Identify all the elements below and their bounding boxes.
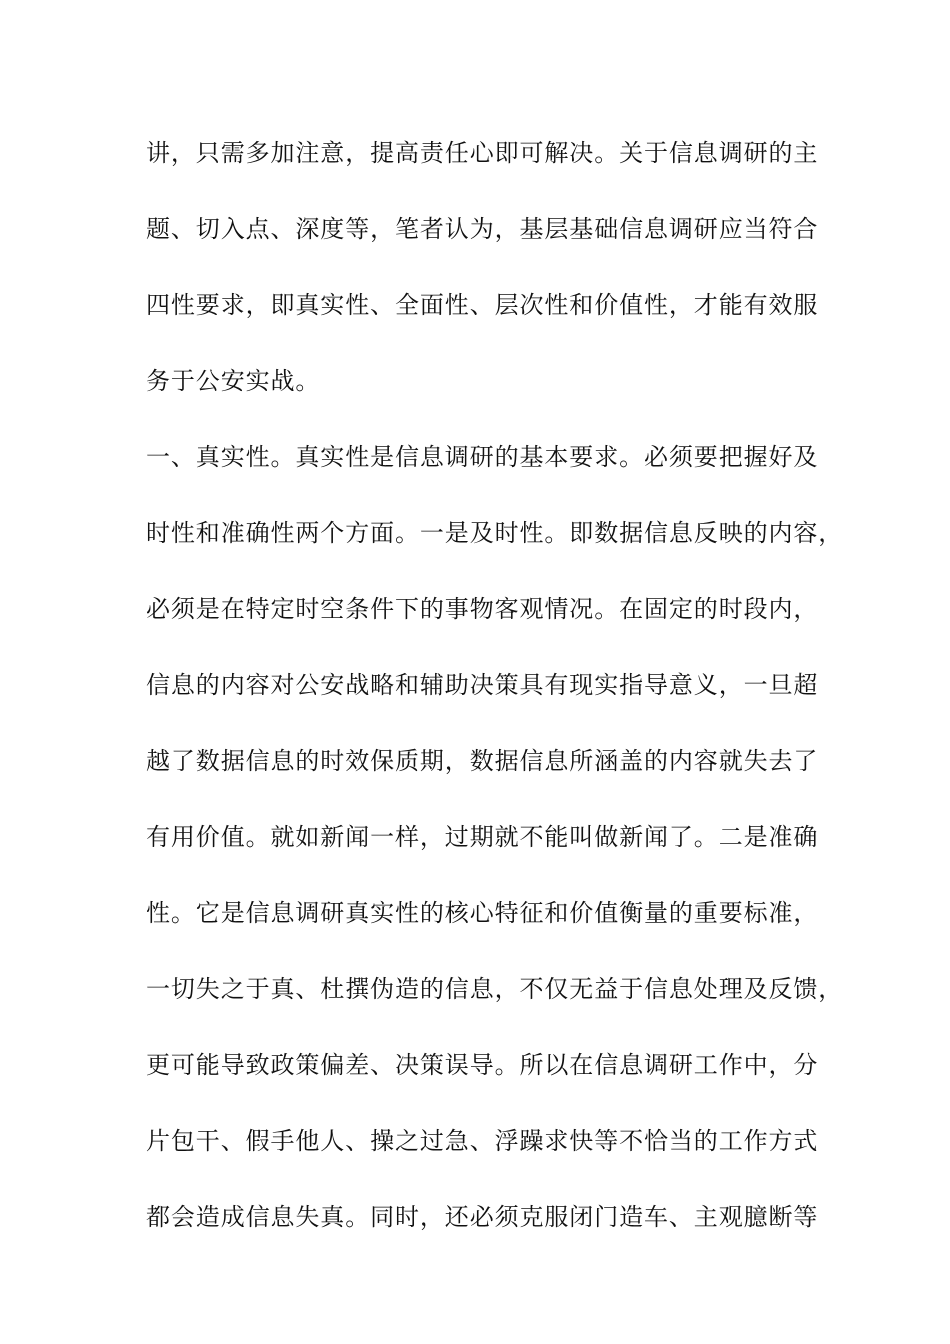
text-line: 一切失之于真、杜撰伪造的信息，不仅无益于信息处理及反馈， — [146, 975, 844, 1003]
text-line: 讲，只需多加注意，提高责任心即可解决。关于信息调研的主 — [146, 139, 819, 167]
text-line: 越了数据信息的时效保质期，数据信息所涵盖的内容就失去了 — [146, 747, 819, 775]
text-line: 一、真实性。真实性是信息调研的基本要求。必须要把握好及 — [146, 443, 819, 471]
text-line: 时性和准确性两个方面。一是及时性。即数据信息反映的内容， — [146, 519, 844, 547]
text-line: 信息的内容对公安战略和辅助决策具有现实指导意义，一旦超 — [146, 671, 819, 699]
text-line: 都会造成信息失真。同时，还必须克服闭门造车、主观臆断等 — [146, 1203, 819, 1231]
text-line: 务于公安实战。 — [146, 367, 321, 395]
text-line: 四性要求，即真实性、全面性、层次性和价值性，才能有效服 — [146, 291, 819, 319]
text-line: 题、切入点、深度等，笔者认为，基层基础信息调研应当符合 — [146, 215, 819, 243]
text-line: 必须是在特定时空条件下的事物客观情况。在固定的时段内， — [146, 595, 819, 623]
text-line: 有用价值。就如新闻一样，过期就不能叫做新闻了。二是准确 — [146, 823, 819, 851]
text-line: 更可能导致政策偏差、决策误导。所以在信息调研工作中，分 — [146, 1051, 819, 1079]
body-text — [146, 130, 844, 1270]
text-line: 片包干、假手他人、操之过急、浮躁求快等不恰当的工作方式 — [146, 1127, 819, 1155]
text-line: 性。它是信息调研真实性的核心特征和价值衡量的重要标准， — [146, 899, 819, 927]
